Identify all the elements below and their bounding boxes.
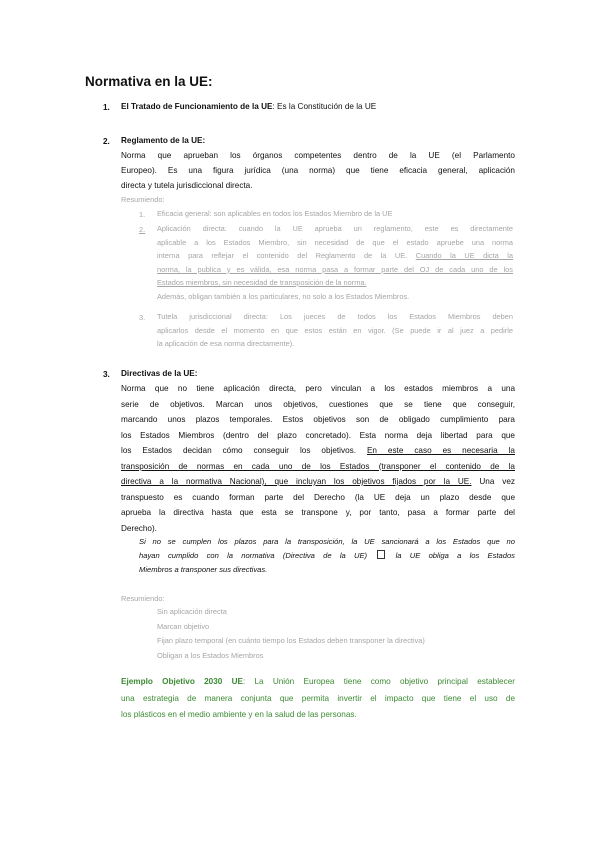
resumen-item: Obligan a los Estados Miembros: [157, 650, 264, 660]
reglamento-item-3: Tutela jurisdiccional directa: Los jueces de todos los Estados Miembros deben aplicarlos desde el momento en que estos están en vigor. (Se puede ir al juez a pedirle la aplicación de esa norma directamente).: [157, 312, 513, 348]
section-3-heading: Directivas de la UE:: [121, 369, 198, 378]
section-2-body: Norma que aprueban los órganos competentes dentro de la UE (el Parlamento Europeo). Es una figura jurídica (una norma) que tiene eficacia general, aplicación directa y tutela jurisdiccional directa.: [121, 151, 515, 190]
section-1-line: [121, 99, 376, 114]
section-2-number: 2.: [103, 137, 110, 146]
section-3-resumen-label: Resumiendo:: [121, 594, 165, 603]
resumen-item: Marcan objetivo: [157, 621, 210, 631]
section-1-tail: : Es la Constitución de la UE: [272, 102, 377, 111]
section-3-resumen-list: [157, 605, 425, 663]
section-3-note: Si no se cumplen los plazos para la transposición, la UE sancionará a los Estados que no hayan cumplido con la normativa (Directiva de la UE) la UE obliga a los Estados Miembros a transponer sus directivas.: [139, 537, 515, 574]
section-2-heading: Reglamento de la UE:: [121, 136, 206, 145]
reglamento-item-2-number: 2.: [139, 225, 146, 234]
reglamento-item-3-number: 3.: [139, 313, 146, 322]
section-1-heading: El Tratado de Funcionamiento de la UE: [121, 102, 273, 111]
reglamento-item-1-number: 1.: [139, 210, 146, 219]
section-3-number: 3.: [103, 370, 110, 379]
checkbox-symbol-icon: [377, 550, 385, 559]
page-title: Normativa en la UE:: [85, 74, 213, 89]
section-1-number: 1.: [103, 103, 110, 112]
example-label: Ejemplo Objetivo 2030 UE: [121, 677, 243, 686]
resumen-item: Sin aplicación directa: [157, 607, 227, 616]
example-paragraph: Ejemplo Objetivo 2030 UE: La Unión Europea tiene como objetivo principal establecer una estrategia de manera conjunta que permita invertir el impacto que tiene el uso de los plásticos en el medio ambiente y en la salud de las personas.: [121, 677, 515, 719]
resumen-item: Fijan plazo temporal (en cuánto tiempo los Estados deben transponer la directiva): [157, 636, 425, 645]
section-3-body: Norma que no tiene aplicación directa, pero vinculan a los estados miembros a una serie de objetivos. Marcan unos objetivos, cuestiones que se tiene que conseguir, marcando unos plazos temporales. Estos objetivos son de obligado cumplimiento para los Estados Miembros (dentro del plazo concretado). Esta norma deja libertad para que los Estados decidan cómo conseguir los objetivos. En este caso es necesaria la transposición de normas en cada uno de los Estados (transponer el contenido de la directiva a la normativa Nacional), que incluyan los objetivos fijados por la UE. Una vez transpuesto es cuando forman parte del Derecho (la UE deja un plazo desde que aprueba la directiva hasta que esta se transpone y, por tanto, pasa a formar parte del Derecho).: [121, 384, 515, 533]
reglamento-item-1: Eficacia general: son aplicables en todos los Estados Miembro de la UE: [157, 209, 393, 218]
section-2-resumen-label: Resumiendo:: [121, 195, 165, 204]
reglamento-item-2: Aplicación directa: cuando la UE aprueba un reglamento, este es directamente aplicable a los Estados Miembro, sin necesidad de que el estado apruebe una norma interna para reflejar el contenido del Reglamento de la UE. Cuando la UE dicta la norma, la publica y es válida, esa norma pasa a formar parte del OJ de cada uno de los Estados miembros, sin necesidad de transposición de la norma. Además, obligan también a los particulares, no solo a los Estados Miembros.: [157, 224, 513, 301]
